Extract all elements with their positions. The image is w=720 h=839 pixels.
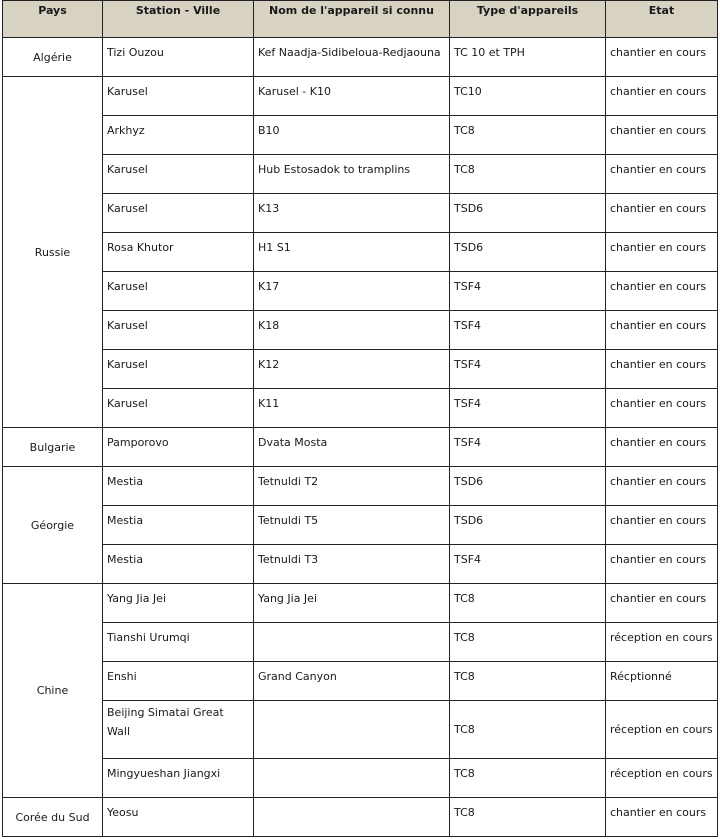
table-row [3, 77, 718, 116]
station-cell: Rosa Khutor [103, 233, 254, 272]
table-row [3, 545, 718, 584]
country-cell-coree: Corée du Sud [3, 798, 103, 837]
station-cell: Karusel [103, 389, 254, 428]
etat-cell: chantier en cours [606, 38, 718, 77]
etat-cell: chantier en cours [606, 428, 718, 467]
nom-cell [254, 759, 450, 798]
type-cell: TC8 [450, 798, 606, 837]
etat-cell: chantier en cours [606, 116, 718, 155]
nom-cell: Tetnuldi T5 [254, 506, 450, 545]
type-cell: TSD6 [450, 506, 606, 545]
etat-cell: réception en cours [606, 701, 718, 759]
table-row [3, 155, 718, 194]
station-cell: Arkhyz [103, 116, 254, 155]
nom-cell: Hub Estosadok to tramplins [254, 155, 450, 194]
station-cell: Karusel [103, 311, 254, 350]
table-row [3, 701, 718, 759]
table-header [3, 1, 718, 38]
etat-cell: réception en cours [606, 759, 718, 798]
table-body [3, 38, 718, 837]
country-cell-algerie: Algérie [3, 38, 103, 77]
etat-cell: réception en cours [606, 623, 718, 662]
station-cell: Enshi [103, 662, 254, 701]
nom-cell [254, 623, 450, 662]
etat-cell: chantier en cours [606, 584, 718, 623]
table-row [3, 311, 718, 350]
station-cell: Yang Jia Jei [103, 584, 254, 623]
type-cell: TC8 [450, 155, 606, 194]
nom-cell: Tetnuldi T3 [254, 545, 450, 584]
table-row [3, 38, 718, 77]
equipment-table [2, 0, 718, 837]
etat-cell: chantier en cours [606, 155, 718, 194]
etat-cell: chantier en cours [606, 389, 718, 428]
type-cell: TC 10 et TPH [450, 38, 606, 77]
table-row [3, 798, 718, 837]
station-cell: Tianshi Urumqi [103, 623, 254, 662]
nom-cell: K11 [254, 389, 450, 428]
type-cell: TC10 [450, 77, 606, 116]
type-cell: TSF4 [450, 350, 606, 389]
station-cell: Karusel [103, 194, 254, 233]
station-cell: Yeosu [103, 798, 254, 837]
table-row [3, 506, 718, 545]
etat-cell: chantier en cours [606, 77, 718, 116]
station-cell: Karusel [103, 155, 254, 194]
etat-cell: chantier en cours [606, 545, 718, 584]
table-row [3, 623, 718, 662]
type-cell: TSF4 [450, 311, 606, 350]
type-cell: TSF4 [450, 545, 606, 584]
nom-cell: Dvata Mosta [254, 428, 450, 467]
nom-cell [254, 798, 450, 837]
etat-cell: Récptionné [606, 662, 718, 701]
type-cell: TC8 [450, 116, 606, 155]
table-row [3, 272, 718, 311]
header-nom: Nom de l'appareil si connu [254, 1, 450, 38]
type-cell: TC8 [450, 701, 606, 759]
etat-cell: chantier en cours [606, 272, 718, 311]
etat-cell: chantier en cours [606, 194, 718, 233]
station-cell: Mestia [103, 467, 254, 506]
type-cell: TSD6 [450, 194, 606, 233]
type-cell: TC8 [450, 584, 606, 623]
station-cell: Karusel [103, 272, 254, 311]
nom-cell: K18 [254, 311, 450, 350]
country-cell-chine: Chine [3, 584, 103, 798]
table-row [3, 467, 718, 506]
station-cell: Karusel [103, 77, 254, 116]
table-row [3, 389, 718, 428]
station-cell: Beijing Simatai Great Wall [103, 701, 254, 759]
header-row [3, 1, 718, 38]
country-cell-bulgarie: Bulgarie [3, 428, 103, 467]
etat-cell: chantier en cours [606, 467, 718, 506]
nom-cell: Kef Naadja-Sidibeloua-Redjaouna [254, 38, 450, 77]
type-cell: TSF4 [450, 389, 606, 428]
table-row [3, 194, 718, 233]
type-cell: TSF4 [450, 272, 606, 311]
nom-cell: K13 [254, 194, 450, 233]
etat-cell: chantier en cours [606, 233, 718, 272]
nom-cell: B10 [254, 116, 450, 155]
nom-cell: Grand Canyon [254, 662, 450, 701]
table-row [3, 759, 718, 798]
station-cell: Karusel [103, 350, 254, 389]
station-cell: Pamporovo [103, 428, 254, 467]
nom-cell: H1 S1 [254, 233, 450, 272]
station-cell: Mingyueshan Jiangxi [103, 759, 254, 798]
nom-cell: K12 [254, 350, 450, 389]
etat-cell: chantier en cours [606, 350, 718, 389]
station-cell: Mestia [103, 545, 254, 584]
table-row [3, 662, 718, 701]
type-cell: TSF4 [450, 428, 606, 467]
type-cell: TC8 [450, 623, 606, 662]
nom-cell: K17 [254, 272, 450, 311]
table-row [3, 233, 718, 272]
header-pays: Pays [3, 1, 103, 38]
country-cell-georgie: Géorgie [3, 467, 103, 584]
nom-cell: Tetnuldi T2 [254, 467, 450, 506]
type-cell: TSD6 [450, 233, 606, 272]
header-type: Type d'appareils [450, 1, 606, 38]
etat-cell: chantier en cours [606, 798, 718, 837]
type-cell: TC8 [450, 662, 606, 701]
type-cell: TSD6 [450, 467, 606, 506]
nom-cell: Karusel - K10 [254, 77, 450, 116]
table-row [3, 428, 718, 467]
table-row [3, 116, 718, 155]
table-row [3, 350, 718, 389]
etat-cell: chantier en cours [606, 506, 718, 545]
station-cell: Mestia [103, 506, 254, 545]
nom-cell: Yang Jia Jei [254, 584, 450, 623]
type-cell: TC8 [450, 759, 606, 798]
table-row [3, 584, 718, 623]
etat-cell: chantier en cours [606, 311, 718, 350]
station-cell: Tizi Ouzou [103, 38, 254, 77]
header-etat: Etat [606, 1, 718, 38]
country-cell-russie: Russie [3, 77, 103, 428]
header-station: Station - Ville [103, 1, 254, 38]
nom-cell [254, 701, 450, 759]
